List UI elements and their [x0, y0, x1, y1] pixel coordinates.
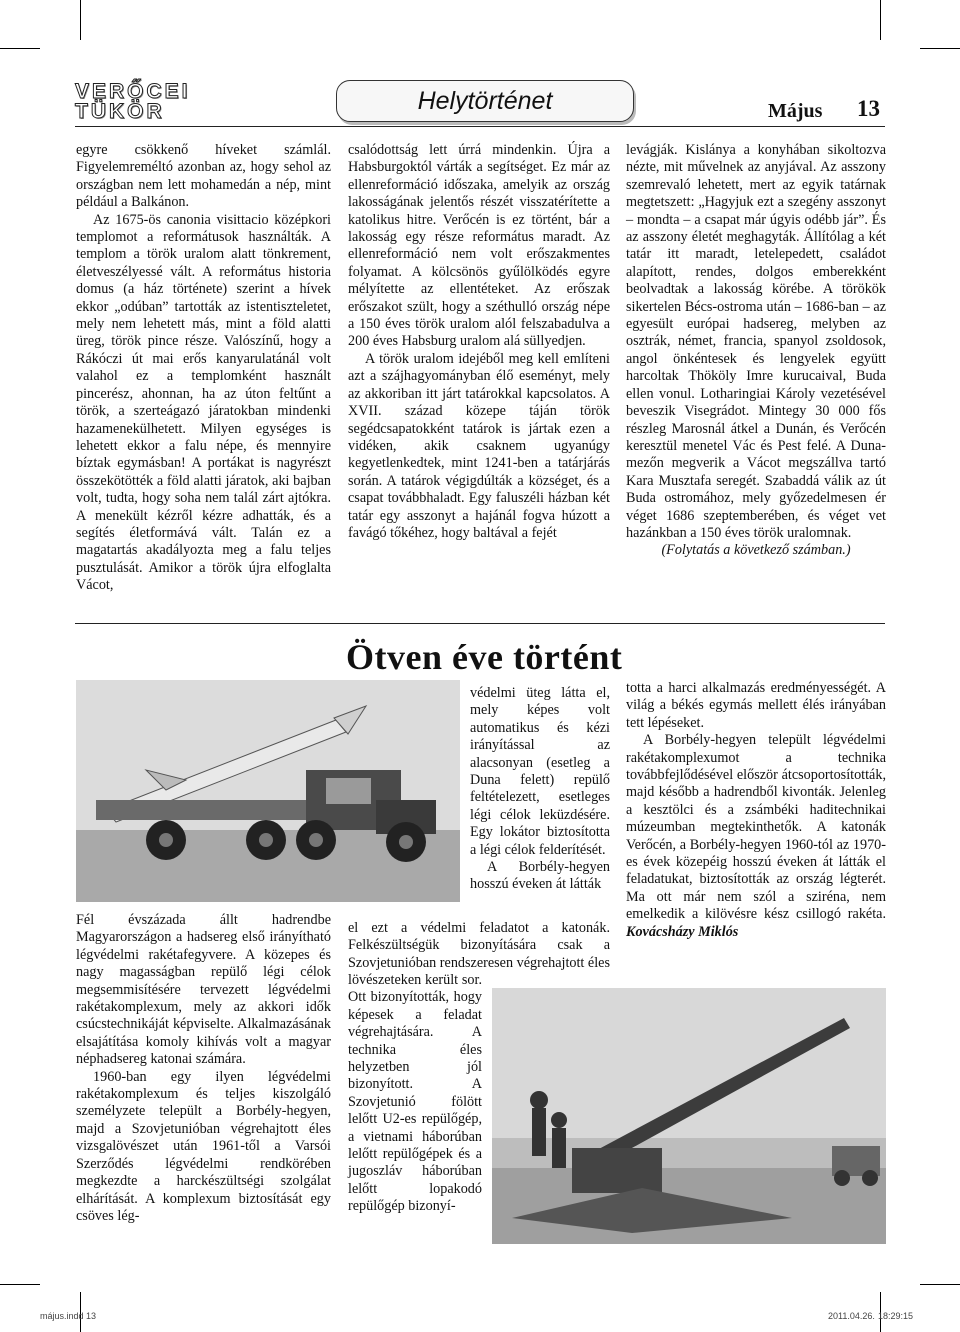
article2-column-2-lower	[348, 972, 482, 1216]
header-rule	[75, 126, 885, 127]
page-number: 13	[857, 96, 880, 121]
paragraph: 1960-ban egy ilyen légvédelmi rakétakomplexum és teljes kiszolgáló személyzete települt a Borbély-hegyen, majd a Szovjetunióban végrehajtott éles vizsgalövészet után 1961-től a Varsói Szerződés légvédelmi rendkörében megkezdte a harckészültségi szolgálat elhárítását. A komplexum biztosítását egy csöves lég-	[76, 1068, 331, 1224]
crop-mark	[920, 1284, 960, 1285]
crop-mark	[80, 0, 81, 40]
article2-column-2-upper	[470, 685, 610, 894]
paragraph: totta a harci alkalmazás eredményességét. A világ a békés egymás mellett élés irányában tett lépéseket.	[626, 680, 886, 731]
article1-column-1	[76, 142, 331, 595]
paragraph: Az 1675-ös canonia visittacio középkori templomot a reformátusok használták. A templom a török uralom alatt tönkrement, életveszélyessé vált. A református historia domus (a ház története) szerint a hívek ekkor „odúban” tartották az istentiszteletet, mely nem lehetett más, mint a föld alatti üreg, török pince része. Valószínű, hogy a Rákóczi út mai erős kanyarulatánál volt valahol ez a templomként használt pincerész, ahonnan, ha az úton feltűnt a török, a szerteágazó járatokban mindenki hazamenekülhetett. Milyen egységes is lehetett ekkor a falu népe, és mennyire bíztak egymásban! A portákat is nagyrészt összekötötték a föld alatti járatok, aki bajban volt, tudta, hogy soha nem talál zárt ajtókra. A menekült kézről kézre adhatták, és a segítés életformává vált. Talán ez a magatartás akadályozta meg a falu teljes pusztulását. Amikor a török újra elfoglalta Vácot,	[76, 211, 331, 594]
anti-aircraft-gun-illustration	[492, 988, 886, 1244]
missile-truck-photo	[76, 680, 460, 902]
crop-mark	[920, 48, 960, 49]
crop-mark	[880, 0, 881, 40]
masthead-line2: TÜKÖR	[75, 100, 165, 123]
author-byline: Kovácsházy Miklós	[626, 923, 739, 940]
article2-headline: Ötven éve történt	[346, 637, 623, 677]
paragraph: A Borbély-hegyen hosszú éveken át látták	[470, 859, 610, 893]
crop-mark	[0, 48, 40, 49]
paragraph: csalódottság lett úrrá mindenkin. Újra a Habsburgoktól várták a segítséget. Ez már az ellenreformáció időszaka, amelyik az ország lakosságának jelentős részét visszatérítette a katolikus hitre. Verőcén is ez történt, bár a lakosság egy része református maradt. Az ellenreformáció nem volt erőszakmentes folyamat. A kölcsönös gyűlölködés egyre mélyítette az ellentéteket. Az erőszak erőszakot szült, hogy a széthulló ország népe a 150 éves török uralom alól felszabadulva a 200 éves Habsburg uralom alá süllyedjen.	[348, 142, 610, 350]
article1-column-2	[348, 142, 610, 542]
paragraph: levágják. Kislánya a konyhában sikoltozva nézte, mit művelnek az anyjával. Az asszony szemrevaló lehetett, mert az egyik tatárnak megtetszett: „Hagyjuk ezt a szegény asszonyt – mondta – a csapat már úgyis odébb jár”. És az asszony életét meghagyták. Állítólag a két tatár itt maradt, letelepedett, családot alapított, rendes, dolgos emberekként beolvadtak a lakosság körébe. A törökök sikertelen Bécs-ostroma után – 1686-ban – az egyesült európai hadsereg, melyben az osztrák, német, francia, spanyol zsoldosok, angol önkéntesek és lengyelek együtt harcoltak Thököly Imre kurucaival, Buda ellen vonul. Lotharingiai Károly vezetésével beveszik Visegrádot. Mintegy 30 000 fős részleg Marosnál átkel a Dunán, és Verőcén keresztül menetel Vác és Pest felé. A Duna-mezőn megverik a Vácot megszállva tartó Kara Musztafa seregét. Szabaddá válik az út Buda ostromához, mely győzedelmesen ér véget 1686 szeptemberében, és véget vet hazánkban a 150 éves török uralomnak.	[626, 142, 886, 541]
paragraph	[626, 732, 886, 941]
paragraph: lövészeteken került sor. Ott bizonyították, hogy képesek a feladat végrehajtására. A technika éles helyzetben jól bizonyított. A Szovjetunió fölött lelőtt U2-es repülőgép, a vietnami háborúban lelőtt repülőgépek és a jugoszláv háborúban lelőtt lopakodó repülőgép bizonyí-	[348, 972, 482, 1215]
article-separator	[75, 623, 885, 624]
footer-date: 2011.04.26.	[828, 1311, 875, 1321]
footer-file-slug: május.indd 13	[40, 1311, 97, 1321]
continued-note: (Folytatás a következő számban.)	[661, 542, 851, 559]
paragraph: egyre csökkenő híveket számlál. Figyelemreméltó azonban az, hogy sehol az országban nem lett mohamedán a nép, mint például a Balkánon.	[76, 142, 331, 211]
article2-column-3	[626, 680, 886, 941]
paragraph: A török uralom idejéből meg kell említeni azt a szájhagyományban élő eseményt, mely az akkoriban itt járt tatárokkal kapcsolatos. A XVII. század közepe táján török segédcsapatokként tatárok is jártak ezen a vidéken, akik csaknem ugyanúgy kegyetlenkedtek, mint 1241-ben a tatárjárás során. A tatárok végigdúlták a községet, és a csapat továbbhaladt. Egy faluszéli házban két tatár egy asszonyt a hajánál fogva húzott a favágó tőkéhez, hogy baltával a fejét	[348, 350, 610, 541]
masthead-logo	[75, 82, 191, 122]
paragraph-text: A Borbély-hegyen települt légvédelmi rakétakomplexumot a technika továbbfejlődésével először átcsoportosították, majd később a hadrendből kivonták. Jelenleg a kesztölci és a zsámbéki haditechnikai múzeumban megtekinthetők. A katonák Verőcén, a Borbély-hegyen 1960-tól az 1970-es évek közepéig hosszú éveken át látták el feladatukat, biztosították az ország légterét. Ma ott már nem szól a sziréna, nem emelkedik a kilövésre kész csillogó rakéta.	[626, 732, 886, 923]
paragraph: Fél évszázada állt hadrendbe Magyarországon a hadsereg első irányítható légvédelmi rakétafegyvere. A közepes és nagy magasságban repülő légi célok megsemmisítésére tervezett légvédelmi rakétakomplexum, mely az akkori idők csúcstechnikáját képviselte. Alkalmazásának elsajátítása komoly kihívás volt a magyar néphadsereg katonai számára.	[76, 912, 331, 1068]
paragraph: védelmi üteg látta el, mely képes volt automatikus és kézi irányítással az alacsonyan (esetleg a Duna felett) repülő feltételezett, esetleges légi célok leküzdésére. Egy lokátor biztosította a légi célok felderítését.	[470, 685, 610, 858]
footer-time: 18:29:15	[878, 1311, 914, 1321]
paragraph: el ezt a védelmi feladatot a katonák. Felkészültségük bizonyítására csak a Szovjetunióban rendszeresen végrehajtott éles	[348, 920, 610, 971]
missile-truck-illustration	[76, 680, 460, 902]
article2-column-2-middle	[348, 920, 610, 972]
issue-month: Május	[768, 100, 823, 122]
article2-column-1	[76, 912, 331, 1225]
section-title: Helytörténet	[336, 80, 634, 122]
anti-aircraft-gun-photo	[492, 988, 886, 1244]
crop-mark	[0, 1284, 40, 1285]
article1-column-3	[626, 142, 886, 560]
masthead-line1: VERŐCEI	[75, 80, 191, 103]
